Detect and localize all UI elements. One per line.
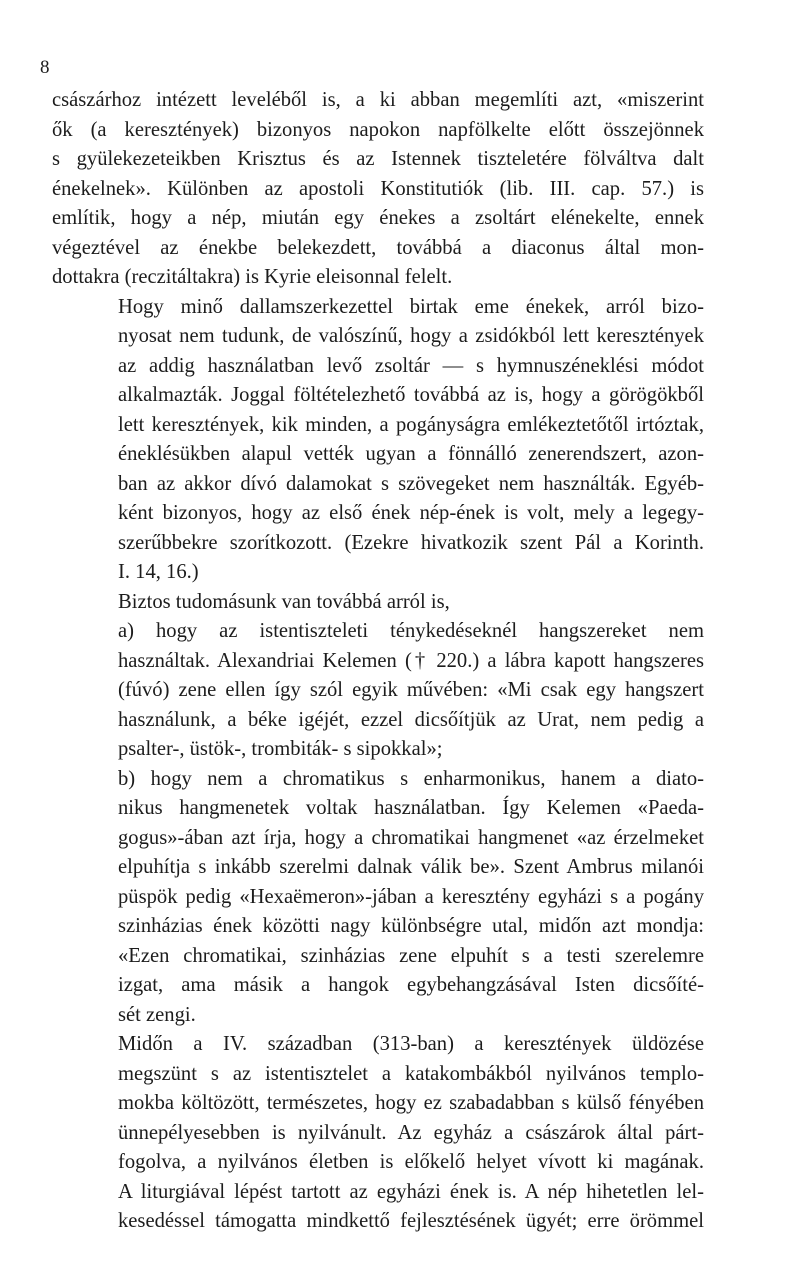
- text-line: végeztével az énekbe belekezdett, továbbá a diaconus által mon-: [52, 236, 704, 259]
- text-line: psalter-, üstök-, trombiták- s sipokkal»;: [118, 738, 443, 760]
- text-line: kesedéssel támogatta mindkettő fejlesztésének ügyét; erre örömmel: [118, 1210, 704, 1232]
- text-line: Hogy minő dallamszerkezettel birtak eme énekek, arról bizo-: [118, 295, 704, 318]
- text-line: az addig használatban levő zsoltár — s hymnuszéneklési módot: [118, 354, 704, 377]
- text-line: elpuhítja s inkább szerelmi dalnak válik be». Szent Ambrus milanói: [118, 856, 704, 878]
- text-line: szerűbbekre szorítkozott. (Ezekre hivatkozik szent Pál a Korinth.: [118, 531, 704, 554]
- text-line: A liturgiával lépést tartott az egyházi ének is. A nép hihetetlen lel-: [118, 1180, 704, 1203]
- text-line: fogolva, a nyilvános életben is előkelő helyet vívott ki magának.: [118, 1151, 704, 1173]
- paragraph: [52, 765, 704, 1031]
- text-line: dottakra (reczitáltakra) is Kyrie eleisonnal felelt.: [52, 266, 453, 288]
- text-line: ők (a keresztények) bizonyos napokon napfölkelte előtt összejönnek: [52, 118, 704, 141]
- text-line: éneklésükben alapul vették ugyan a fönnálló zenerendszert, azon-: [118, 443, 704, 465]
- text-line: császárhoz intézett leveléből is, a ki abban megemlíti azt, «miszerint: [52, 89, 704, 111]
- text-line: nyosat nem tudunk, de valószínű, hogy a zsidókból lett keresztények: [118, 325, 704, 347]
- text-line: használtak. Alexandriai Kelemen († 220.) a lábra kapott hangszeres: [118, 649, 704, 672]
- paragraph: [52, 293, 704, 588]
- text-line: b) hogy nem a chromatikus s enharmonikus, hanem a diato-: [118, 767, 704, 790]
- text-line: (fúvó) zene ellen így szól egyik művében: «Mi csak egy hangszert: [118, 679, 704, 701]
- paragraph: [52, 1030, 704, 1237]
- text-line: gogus»-ában azt írja, hogy a chromatikai hangmenet «az érzelmeket: [118, 826, 704, 849]
- paragraph: [52, 617, 704, 765]
- text-line: izgat, ama másik a hangok egybehangzásával Isten dicsőíté-: [118, 974, 704, 996]
- text-line: «Ezen chromatikai, szinházias zene elpuhít s a testi szerelemre: [118, 944, 704, 967]
- paragraph: [52, 588, 704, 618]
- body-text: [52, 86, 704, 1237]
- text-line: sét zengi.: [118, 1003, 196, 1026]
- text-line: említik, hogy a nép, miután egy énekes a zsoltárt elénekelte, ennek: [52, 207, 704, 229]
- text-line: mokba költözött, természetes, hogy ez szabadabban s külső fényében: [118, 1092, 704, 1114]
- text-line: a) hogy az istentiszteleti ténykedéseknél hangszereket nem: [118, 620, 704, 642]
- text-line: ban az akkor dívó dalamokat s szövegeket nem használták. Egyéb-: [118, 472, 704, 495]
- text-line: alkalmazták. Joggal föltételezhető továbbá az is, hogy a görögökből: [118, 384, 704, 406]
- text-line: énekelnek». Különben az apostoli Konstitutiók (lib. III. cap. 57.) is: [52, 177, 704, 200]
- text-line: Midőn a IV. században (313-ban) a keresztények üldözése: [118, 1033, 704, 1055]
- text-line: püspök pedig «Hexaëmeron»-jában a keresztény egyházi s a pogány: [118, 885, 704, 908]
- text-line: nikus hangmenetek voltak használatban. Így Kelemen «Paeda-: [118, 797, 704, 819]
- page-number: 8: [40, 57, 50, 78]
- text-line: használunk, a béke igéjét, ezzel dicsőítjük az Urat, nem pedig a: [118, 708, 704, 731]
- text-line: lett keresztények, kik minden, a pogányságra emlékeztetőtől irtóztak,: [118, 413, 704, 436]
- text-line: s gyülekezeteikben Krisztus és az Istennek tiszteletére fölváltva dalt: [52, 148, 704, 170]
- paragraph: [52, 86, 704, 293]
- text-line: megszünt s az istentisztelet a katakombákból nyilvános templo-: [118, 1062, 704, 1085]
- text-line: szinházias ének közötti nagy különbségre utal, midőn azt mondja:: [118, 915, 704, 937]
- text-line: I. 14, 16.): [118, 561, 199, 583]
- text-line: ként bizonyos, hogy az első ének nép-ének is volt, mely a legegy-: [118, 502, 704, 524]
- text-line: Biztos tudomásunk van továbbá arról is,: [118, 590, 450, 613]
- text-line: ünnepélyesebben is nyilvánult. Az egyház a császárok által párt-: [118, 1121, 704, 1144]
